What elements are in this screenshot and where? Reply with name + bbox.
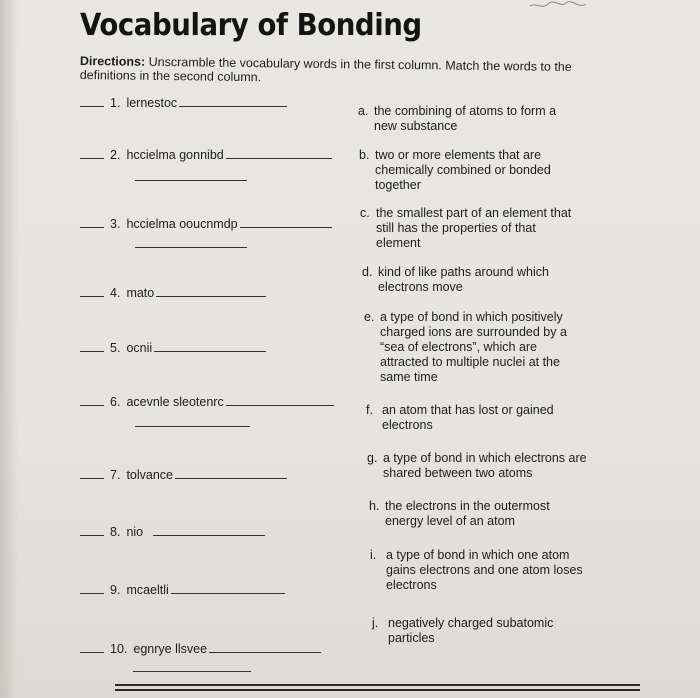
definition-letter: i.: [370, 548, 377, 562]
question-4: [80, 286, 266, 300]
definition-text: a type of bond in which positively charged ions are surrounded by a “sea of electrons”, which are attracted to multiple nuclei at the same time: [380, 310, 567, 384]
answer-line[interactable]: [209, 642, 321, 653]
scrambled-word: lernestoc: [126, 96, 178, 110]
question-1: [80, 96, 287, 110]
definition-text: an atom that has lost or gained electrons: [382, 403, 554, 432]
question-number: 4.: [110, 286, 121, 300]
definition-letter: f.: [366, 403, 373, 417]
definition-j: [372, 616, 577, 646]
scrambled-word: nio: [126, 525, 144, 539]
definition-letter: j.: [372, 616, 379, 630]
definition-text: the smallest part of an element that still has the properties of that element: [376, 206, 572, 250]
scrambled-word: mato: [126, 286, 155, 300]
definition-letter: c.: [360, 206, 370, 220]
question-number: 10.: [110, 642, 128, 656]
definition-e: [364, 310, 586, 385]
match-blank[interactable]: [80, 405, 104, 406]
question-number: 6.: [110, 395, 121, 409]
match-blank[interactable]: [80, 593, 104, 594]
question-number: 2.: [110, 148, 121, 162]
match-blank[interactable]: [80, 158, 104, 159]
definition-a: [358, 104, 568, 134]
definition-b: [359, 148, 564, 193]
directions-text: Unscramble the vocabulary words in the first column. Match the words to the definitions in the second column.: [79, 54, 572, 85]
question-9: [80, 583, 285, 597]
answer-line-extra[interactable]: [135, 426, 250, 427]
question-8: [80, 525, 265, 539]
scrambled-word: mcaeltli: [126, 583, 169, 597]
scrambled-word: tolvance: [126, 468, 173, 482]
definition-text: the combining of atoms to form a new substance: [374, 104, 557, 133]
scrambled-word: acevnle sleotenrc: [126, 395, 224, 409]
directions-label: Directions:: [79, 54, 146, 69]
definition-letter: g.: [367, 451, 378, 465]
question-6: [80, 395, 334, 409]
definition-letter: e.: [364, 310, 375, 324]
bottom-rule: [115, 689, 640, 691]
definition-text: the electrons in the outermost energy level of an atom: [385, 499, 550, 528]
definition-text: a type of bond in which one atom gains electrons and one atom loses electrons: [386, 548, 583, 592]
definition-letter: d.: [362, 265, 373, 279]
definition-i: [370, 548, 588, 593]
answer-line-extra[interactable]: [133, 671, 251, 672]
question-3: [80, 217, 332, 231]
match-blank[interactable]: [80, 296, 104, 297]
definition-f: [366, 403, 576, 433]
definition-d: [362, 265, 562, 295]
corner-scribble: [528, 0, 588, 14]
answer-line[interactable]: [175, 468, 287, 479]
bottom-rule: [115, 684, 640, 686]
question-number: 9.: [110, 583, 121, 597]
scrambled-word: hccielma ooucnmdp: [126, 217, 238, 231]
answer-line-extra[interactable]: [135, 247, 247, 248]
answer-line[interactable]: [179, 96, 287, 107]
definition-g: [367, 451, 589, 481]
match-blank[interactable]: [80, 478, 104, 479]
match-blank[interactable]: [80, 652, 104, 653]
definition-text: two or more elements that are chemically combined or bonded together: [375, 148, 551, 192]
definition-letter: a.: [358, 104, 369, 118]
answer-line[interactable]: [156, 286, 266, 297]
definition-h: [369, 499, 574, 529]
answer-line[interactable]: [226, 148, 332, 159]
match-blank[interactable]: [80, 106, 104, 107]
answer-line[interactable]: [240, 217, 332, 228]
match-blank[interactable]: [80, 535, 104, 536]
question-number: 8.: [110, 525, 121, 539]
question-number: 1.: [110, 96, 121, 110]
question-2: [80, 148, 332, 162]
scrambled-word: ocnii: [126, 341, 153, 355]
scrambled-word: hccielma gonnibd: [126, 148, 224, 162]
question-number: 5.: [110, 341, 121, 355]
definition-text: negatively charged subatomic particles: [388, 616, 554, 645]
answer-line-extra[interactable]: [135, 180, 247, 181]
definition-letter: b.: [359, 148, 370, 162]
answer-line[interactable]: [153, 525, 265, 536]
definition-letter: h.: [369, 499, 380, 513]
definition-text: a type of bond in which electrons are shared between two atoms: [383, 451, 587, 480]
page-shadow-edge: [0, 0, 18, 698]
question-5: [80, 341, 266, 355]
scrambled-word: egnrye llsvee: [133, 642, 208, 656]
directions: [80, 54, 580, 88]
page-title: Vocabulary of Bonding: [80, 8, 422, 43]
answer-line[interactable]: [154, 341, 266, 352]
match-blank[interactable]: [80, 351, 104, 352]
answer-line[interactable]: [226, 395, 334, 406]
match-blank[interactable]: [80, 227, 104, 228]
answer-line[interactable]: [171, 583, 285, 594]
question-7: [80, 468, 287, 482]
definition-text: kind of like paths around which electrons move: [378, 265, 549, 294]
definition-c: [360, 206, 575, 251]
question-number: 7.: [110, 468, 121, 482]
question-10: [80, 642, 321, 656]
question-number: 3.: [110, 217, 121, 231]
